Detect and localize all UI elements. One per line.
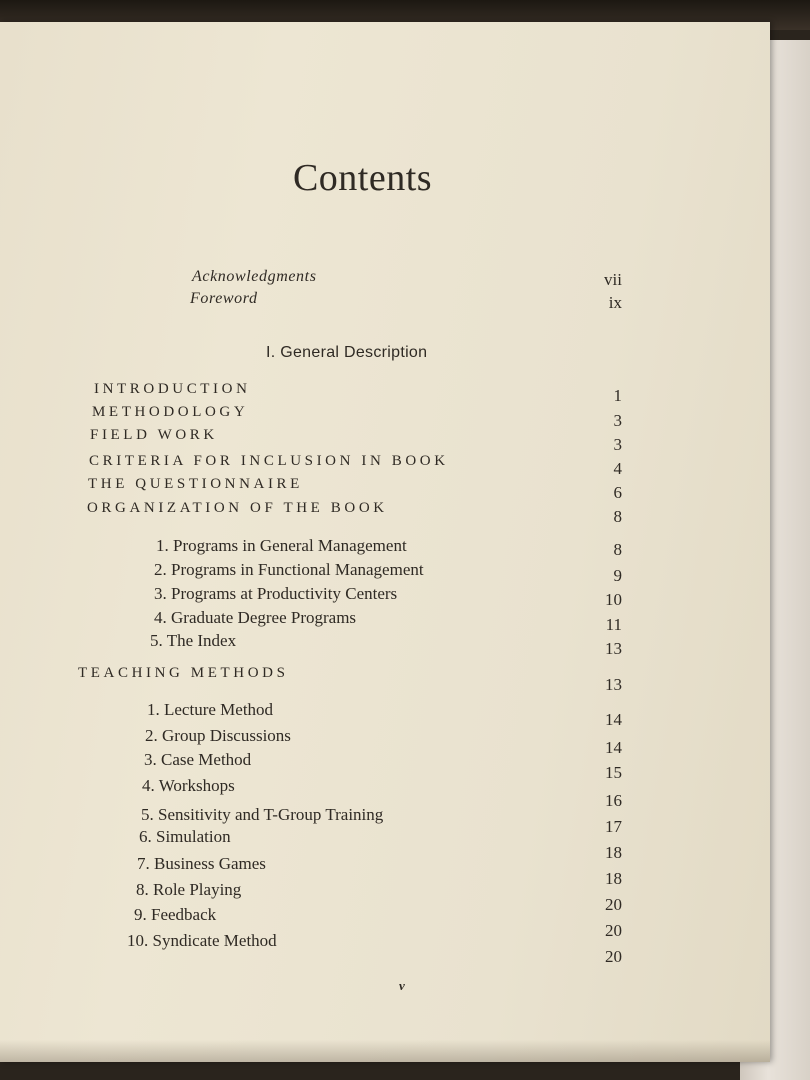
list-item: 3. Programs at Productivity Centers: [154, 584, 398, 603]
list-item: 1. Programs in General Management: [156, 536, 407, 555]
page-title: Contents: [292, 157, 433, 199]
part-heading: I. General Description: [266, 344, 428, 361]
list-item: 7. Business Games: [137, 854, 266, 873]
list-item-page: 18: [605, 843, 622, 862]
list-item-page: 10: [605, 590, 622, 609]
list-item: 4. Graduate Degree Programs: [154, 608, 357, 627]
list-item-page: 16: [605, 791, 622, 810]
section-label: FIELD WORK: [90, 427, 218, 443]
list-item-page: 20: [605, 947, 622, 966]
list-item-page: 8: [613, 540, 622, 559]
list-item-page: 20: [605, 921, 622, 940]
list-item-page: 15: [605, 763, 622, 782]
section-page: 4: [613, 459, 622, 478]
section-page: 8: [613, 507, 622, 526]
section-label: THE QUESTIONNAIRE: [88, 476, 303, 492]
section-label: METHODOLOGY: [92, 404, 249, 420]
front-matter-page: ix: [608, 293, 622, 312]
section-page: 3: [613, 411, 622, 430]
section-page: 6: [613, 483, 622, 502]
list-item: 5. Sensitivity and T-Group Training: [141, 805, 384, 824]
list-item: 5. The Index: [150, 631, 237, 650]
list-item: 10. Syndicate Method: [127, 931, 277, 950]
list-item: 4. Workshops: [142, 776, 235, 795]
list-item-page: 20: [605, 895, 622, 914]
list-item-page: 17: [605, 817, 622, 836]
section-label: TEACHING METHODS: [78, 665, 289, 681]
section-label: INTRODUCTION: [94, 381, 251, 397]
section-page: 3: [613, 435, 622, 454]
list-item: 8. Role Playing: [136, 880, 242, 899]
list-item-page: 9: [613, 566, 622, 585]
list-item-page: 14: [605, 738, 622, 757]
list-item: 1. Lecture Method: [147, 700, 274, 719]
page-folio: v: [399, 978, 405, 993]
list-item-page: 18: [605, 869, 622, 888]
page-shadow: [0, 1040, 770, 1062]
list-item-page: 13: [605, 639, 622, 658]
list-item-page: 14: [605, 710, 622, 729]
book-page: [0, 22, 770, 1062]
list-item-page: 11: [605, 615, 622, 634]
list-item: 2. Programs in Functional Management: [154, 560, 424, 579]
front-matter-label: Foreword: [190, 290, 258, 307]
section-page: 13: [605, 675, 622, 694]
list-item: 3. Case Method: [144, 750, 252, 769]
front-matter-page: vii: [604, 270, 622, 289]
list-item: 6. Simulation: [139, 827, 231, 846]
front-matter-label: Acknowledgments: [192, 268, 317, 285]
section-label: CRITERIA FOR INCLUSION IN BOOK: [89, 453, 449, 469]
list-item: 9. Feedback: [134, 905, 217, 924]
list-item: 2. Group Discussions: [145, 726, 291, 745]
section-page: 1: [613, 386, 622, 405]
section-label: ORGANIZATION OF THE BOOK: [87, 500, 388, 516]
